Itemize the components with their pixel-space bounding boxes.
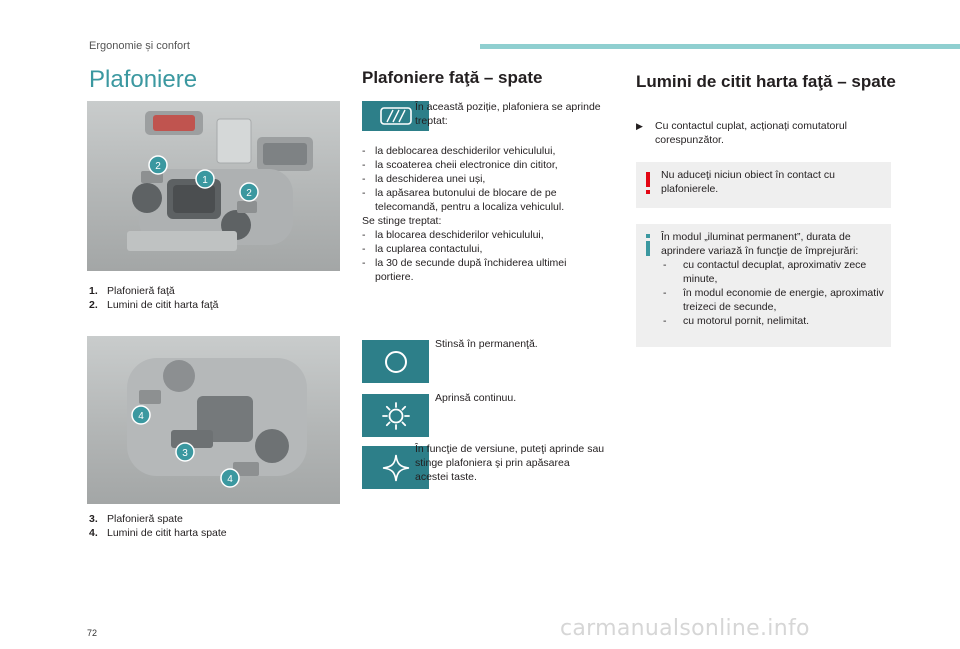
on-mode-text: Aprinsă continuu.: [435, 392, 517, 404]
page-number: 72: [87, 628, 98, 638]
callout-label: 2: [246, 188, 252, 199]
watermark: carmanualsonline.info: [560, 616, 810, 641]
header-bar: [480, 44, 960, 49]
off-mode-icon: [362, 340, 429, 383]
photo1-legend: [89, 284, 218, 312]
list-item: - la deschiderea unei uși,: [362, 173, 486, 185]
arrow-bullet-icon: ▶: [636, 121, 643, 131]
photo2-legend: [89, 512, 227, 540]
list-item: - la blocarea deschiderilor vehiculului,: [362, 229, 544, 241]
info-intro: În modul „iluminat permanent”, durata de aprindere variază în funcţie de împrejurări:: [661, 231, 859, 257]
warning-icon: [645, 172, 651, 194]
section-title-reading-lamps: Lumini de citit harta faţă – spate: [636, 72, 896, 91]
section-title-front-rear: Plafoniere faţă – spate: [362, 68, 543, 87]
info-icon: [645, 234, 651, 256]
callout-2-right: [240, 183, 258, 201]
callout-label: 4: [138, 411, 144, 422]
button-mode-text: În funcţie de versiune, puteţi aprinde sau stinge plafoniera şi prin apăsarea acestei taste.: [415, 443, 605, 483]
door-position-text: În această poziție, plafoniera se aprinde treptat:: [415, 101, 601, 127]
front-courtesy-lamp-photo: [87, 101, 340, 271]
legend-item: 3. Plafonieră spate: [89, 513, 183, 525]
off-mode-text: Stinsă în permanenţă.: [435, 338, 538, 350]
list-item: - în modul economie de energie, aproximativ treizeci de secunde,: [663, 287, 884, 313]
legend-item: 4. Lumini de citit harta spate: [89, 527, 227, 539]
callout-label: 4: [227, 474, 233, 485]
list-item: - la deblocarea deschiderilor vehiculului,: [362, 145, 556, 157]
list-item: - la apăsarea butonului de blocare de pe telecomandă, pentru a localiza vehiculul.: [362, 187, 565, 213]
callout-3: [176, 443, 194, 461]
list-item: - la cuplarea contactului,: [362, 243, 483, 255]
turn-off-intro: Se stinge treptat:: [362, 215, 442, 227]
callout-label: 1: [202, 175, 208, 186]
callout-4-top: [132, 406, 150, 424]
list-item: - cu contactul decuplat, aproximativ zece minute,: [663, 259, 867, 285]
legend-item: 1. Plafonieră faţă: [89, 285, 175, 297]
reading-lamp-instruction: ▶ Cu contactul cuplat, acționați comutatorul corespunzător.: [636, 120, 848, 146]
warning-text: Nu aduceţi niciun obiect în contact cu plafonierele.: [661, 169, 835, 195]
callout-label: 3: [182, 448, 188, 459]
callout-label: 2: [155, 161, 161, 172]
info-box: [636, 224, 891, 347]
callout-1: [196, 170, 214, 188]
list-item: - cu motorul pornit, nelimitat.: [663, 315, 810, 327]
list-item: - la 30 de secunde după închiderea ultimei portiere.: [362, 257, 567, 283]
section-header: Ergonomie și confort: [89, 40, 190, 52]
callout-4-bottom: [221, 469, 239, 487]
warning-box: [636, 162, 891, 208]
lighting-conditions-list: [362, 144, 607, 284]
rear-courtesy-lamp-photo: [87, 336, 340, 504]
on-mode-icon: [362, 394, 429, 437]
page-title: Plafoniere: [89, 66, 198, 93]
list-item: - la scoaterea cheii electronice din cititor,: [362, 159, 558, 171]
legend-item: 2. Lumini de citit harta faţă: [89, 299, 219, 311]
callout-2-left: [149, 156, 167, 174]
